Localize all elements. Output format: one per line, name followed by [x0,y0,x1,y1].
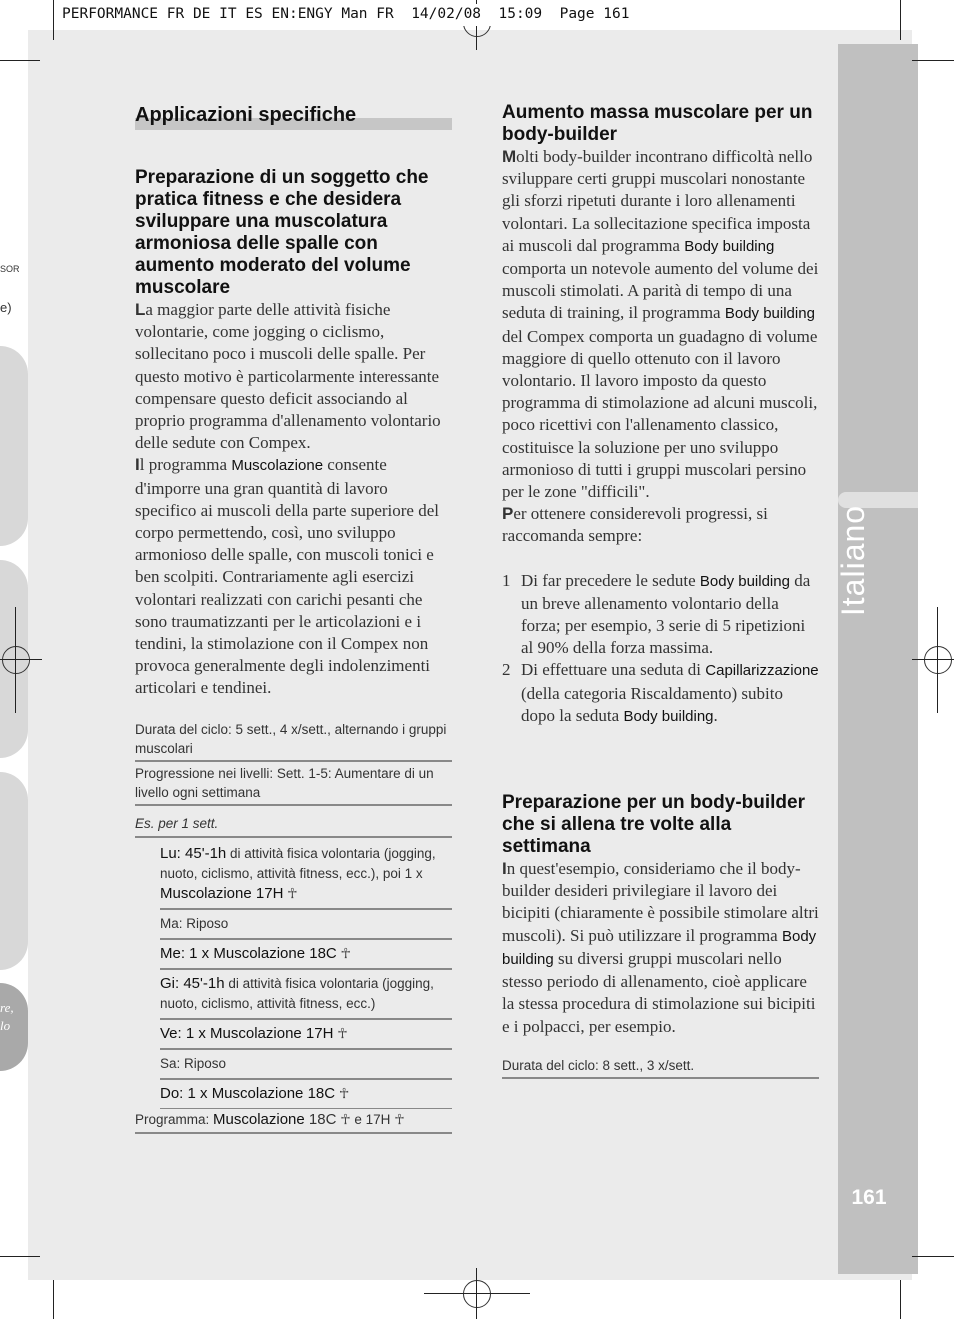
schedule-row-do [160,1080,452,1109]
registration-line [937,607,938,713]
right-subtitle-2: Preparazione per un body-builder che si allena tre volte alla settimana [502,792,805,858]
level-text: 17H [301,1024,334,1042]
side-tab-1 [0,346,28,546]
program-summary [135,1109,452,1134]
paragraph-text: n quest'esempio, consideriamo che il body-builder desideri privilegiare il lavoro dei bicipiti (chiaramente è possibile stimolare altri muscoli). Si può utilizzare il programma [502,859,819,945]
crop-mark [912,1256,954,1257]
side-fragment-3: re, [0,1000,14,1015]
level-text: 17H [251,884,284,902]
schedule-row-ve [160,1020,452,1050]
paragraph-text: l programma [139,455,232,475]
crop-mark [900,0,901,40]
schedule-text: Ve: 1 x [160,1024,211,1042]
drop-cap: M [502,147,517,166]
crop-mark [912,60,954,61]
schedule-text: Do: 1 x [160,1084,212,1102]
left-column [135,104,452,1134]
program-name: Body building [684,237,775,255]
schedule-text: di attività fisica volontaria (jogging, nuoto, ciclismo, attività fitness, ecc.), poi 1 x [160,845,436,881]
paragraph-text: comporta un notevole aumento del volume dei muscoli stimolati. A parità di tempo di una seduta di training, il programma [502,259,819,323]
program-name: Body building [724,305,815,323]
schedule-row-ma: Ma: Riposo [160,910,452,940]
left-paragraph-2 [135,454,452,699]
list-number: 1 [502,570,511,590]
figure-icon: ☥ [340,1111,351,1128]
recommendation-list [502,570,819,728]
list-text: . [713,705,718,725]
program-name: Muscolazione [231,457,324,475]
list-text: (della categoria Riscaldamento) subito dopo la seduta [521,683,783,725]
page-number: 161 [851,1186,887,1209]
paragraph-text: su diversi gruppi muscolari nello stesso periodo di allenamento, cioè applicare la stessa procedura di stimolazione sui bicipiti e i polpacci, per esempio. [502,948,816,1036]
right-paragraph-2 [502,503,819,547]
left-paragraph-1 [135,299,452,454]
crop-mark [900,1280,901,1319]
weekly-schedule [160,838,452,1109]
language-band [838,44,918,1274]
figure-icon: ☥ [394,1111,405,1128]
program-name: Muscolazione [213,1110,305,1128]
right-paragraph-3 [502,858,819,1038]
drop-cap: L [135,300,146,319]
side-tab-3 [0,772,28,970]
registration-mark [463,1280,491,1308]
schedule-row-me [160,940,452,970]
language-label: Italiano [835,504,872,616]
crop-mark [0,1256,40,1257]
section-title [135,104,452,129]
paragraph-text: olti body-builder incontrano difficoltà nello sviluppare certi gruppi muscolari nonostante gli sforzi ripetuti durante i loro allenamenti volontari. La sollecitazione specifica imposta ai muscoli dal programma [502,147,813,255]
figure-icon: ☥ [337,1025,348,1042]
program-name: Muscolazione [160,884,252,902]
right-paragraph-1 [502,146,819,503]
schedule-row-lu [160,838,452,910]
example-label: Es. per 1 sett. [135,814,452,838]
cycle-duration: Durata del ciclo: 5 sett., 4 x/sett., alternando i gruppi muscolari [135,720,452,762]
side-fragment-4: lo [0,1018,11,1033]
level-progression: Progressione nei livelli: Sett. 1-5: Aumentare di un livello ogni settimana [135,764,452,806]
right-column [502,102,819,1079]
level-text: 18C [303,1084,336,1102]
print-header: PERFORMANCE FR DE IT ES EN:ENGY Man FR 14/02/08 15:09 Page 161 [60,4,762,26]
schedule-text: Lu: 45'-1h [160,844,227,862]
program-name: Body building [623,707,714,725]
program-name: Muscolazione [210,1024,302,1042]
program-name: Muscolazione [213,944,306,962]
list-number: 2 [502,660,511,680]
program-name: Body building [502,927,817,968]
drop-cap: I [502,859,507,879]
crop-mark [53,1280,54,1319]
registration-line [912,659,954,660]
schedule-row-gi [160,970,452,1020]
drop-cap: I [135,455,140,475]
left-subtitle: Preparazione di un soggetto che pratica fitness e che desidera sviluppare una muscolatura armoniosa delle spalle con aumento moderato del volume muscolare [135,167,429,298]
schedule-text: Me: 1 x [160,944,214,962]
registration-mark [2,646,30,674]
level-text: 18C [304,1110,337,1128]
crop-mark [53,0,54,40]
paragraph-text: a maggior parte delle attività fisiche volontarie, come jogging o ciclismo, sollecitano poco i muscoli delle spalle. Per questo motivo è particolarmente interessante compensare questo deficit associando al proprio programma d'allenamento volontario delle sedute con Compex. [135,300,441,453]
program-name: Muscolazione [211,1084,304,1102]
registration-line [15,607,16,713]
list-text: Di far precedere le sedute [521,570,700,590]
right-cycle-duration: Durata del ciclo: 8 sett., 3 x/sett. [502,1056,819,1079]
list-item [502,570,819,660]
side-fragment-2: e) [0,300,12,315]
program-name: Capillarizzazione [705,662,819,680]
list-item [502,659,819,728]
registration-line [0,659,42,660]
paragraph-text: del Compex comporta un guadagno di volume maggiore di quello ottenuto con il lavoro volontario. Il lavoro imposto da questo programma di stimolazione ad alcuni muscoli, poco ricettivi con l'allenamento classico, costituisce la soluzione per uno sviluppo armonioso di tutti i gruppi muscolari persino per le zone "difficili". [502,326,818,502]
figure-icon: ☥ [287,885,298,902]
summary-text: Programma: [135,1111,214,1127]
schedule-row-sa: Sa: Riposo [160,1050,452,1080]
paragraph-text: er ottenere considerevoli progressi, si raccomanda sempre: [502,504,768,546]
registration-line [424,1293,530,1294]
figure-icon: ☥ [340,945,351,962]
schedule-text: di attività fisica volontaria (jogging, nuoto, ciclismo, attività fitness, ecc.) [160,975,434,1011]
schedule-text: Gi: 45'-1h [160,974,225,992]
list-text: da un breve allenamento volontario della forza; per esempio, 3 serie di 5 ripetizioni al 90% della forza massima. [521,570,811,658]
registration-line [476,1268,477,1319]
side-fragment-1: SOR [0,264,20,274]
figure-icon: ☥ [338,1085,350,1102]
program-name: Body building [699,572,790,590]
level-text: 18C [305,944,337,962]
drop-cap: P [502,504,514,524]
summary-text: e 17H [350,1111,391,1127]
paragraph-text: consente d'imporre una gran quantità di lavoro specifico ai muscoli della parte superiore del corpo permettendo, così, uno sviluppo armonioso delle spalle, con muscoli tonici e ben scolpiti. Contrariamente agli esercizi volontari realizzati con carichi pesanti che sono traumatizzanti per le articolazioni e i tendini, la stimolazione con il Compex non provoca generalmente degli indolenzimenti articolari e tendinei. [135,455,439,698]
section-title-text: Applicazioni specifiche [135,104,357,126]
registration-mark [924,646,952,674]
list-text: Di effettuare una seduta di [521,660,706,680]
right-subtitle-1: Aumento massa muscolare per un body-builder [502,102,813,145]
crop-mark [0,60,40,61]
